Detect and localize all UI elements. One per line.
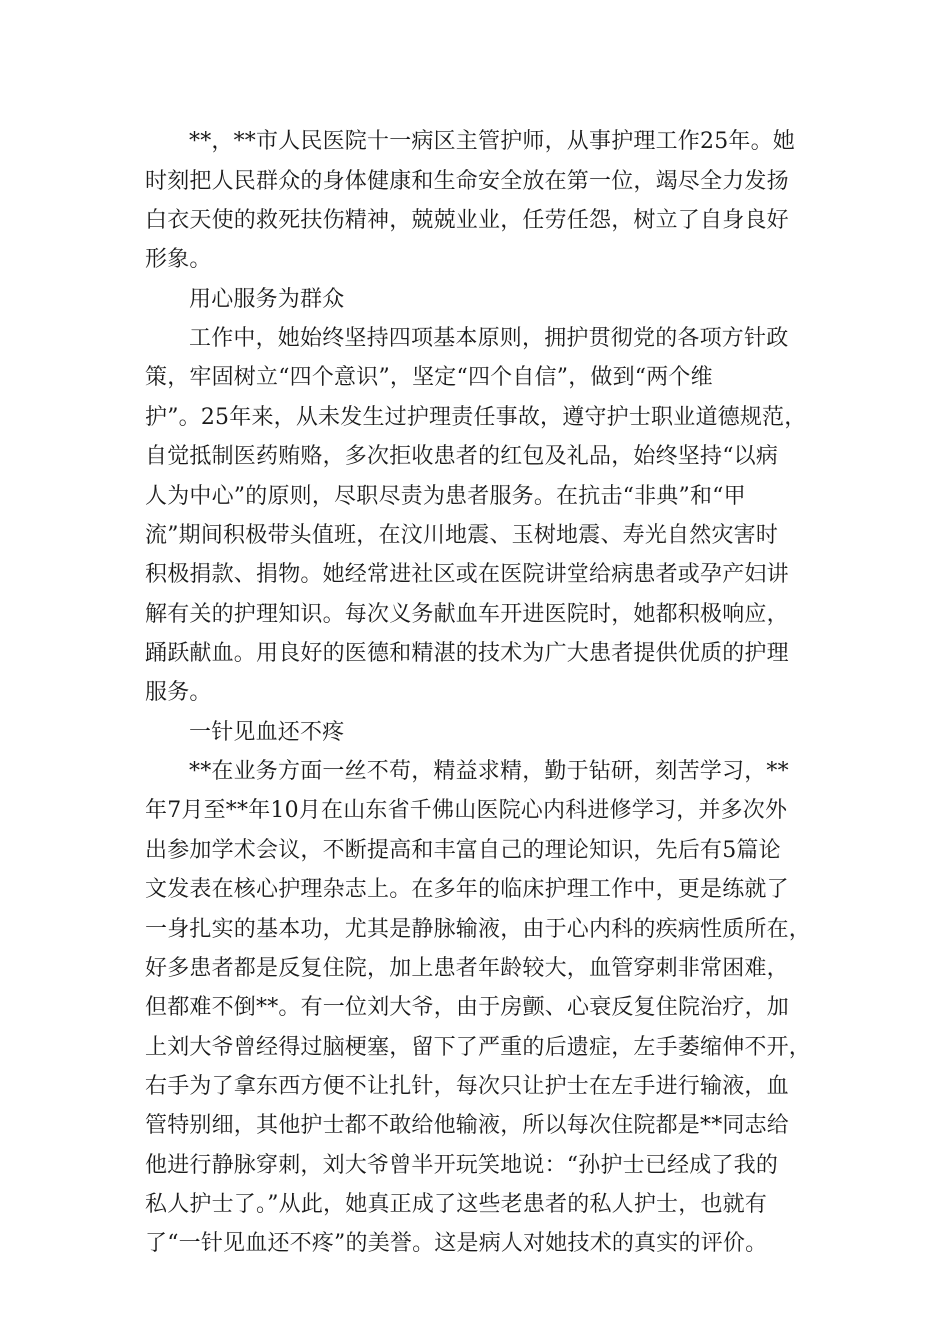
- paragraph-line: 白衣天使的救死扶伤精神，兢兢业业，任劳任怨，树立了自身良好: [145, 208, 789, 233]
- paragraph-line: 解有关的护理知识。每次义务献血车开进医院时，她都积极响应，: [145, 602, 789, 627]
- paragraph-line: 上刘大爷曾经得过脑梗塞，留下了严重的后遗症，左手萎缩伸不开，: [145, 1035, 812, 1060]
- paragraph-line: 自觉抵制医药贿赂，多次拒收患者的红包及礼品，始终坚持“以病: [145, 444, 779, 469]
- paragraph-line: 但都难不倒**。有一位刘大爷，由于房颤、心衰反复住院治疗，加: [145, 995, 790, 1020]
- paragraph-line: 工作中，她始终坚持四项基本原则，拥护贯彻党的各项方针政: [189, 326, 789, 351]
- section-heading: 一针见血还不疼: [189, 720, 345, 745]
- paragraph-line: 服务。: [145, 680, 212, 705]
- paragraph-line: 积极捐款、捐物。她经常进社区或在医院讲堂给病患者或孕产妇讲: [145, 562, 789, 587]
- paragraph-line: 踊跃献血。用良好的医德和精湛的技术为广大患者提供优质的护理: [145, 641, 789, 666]
- paragraph-line: 右手为了拿东西方便不让扎针，每次只让护士在左手进行输液，血: [145, 1074, 789, 1099]
- paragraph-line: 他进行静脉穿刺，刘大爷曾半开玩笑地说：“孙护士已经成了我的: [145, 1153, 779, 1178]
- paragraph-line: 了“一针见血还不疼”的美誉。这是病人对她技术的真实的评价。: [145, 1231, 768, 1256]
- paragraph-line: 年7月至**年10月在山东省千佛山医院心内科进修学习，并多次外: [145, 798, 788, 823]
- paragraph-line: 人为中心”的原则，尽职尽责为患者服务。在抗击“非典”和“甲: [145, 484, 746, 509]
- section-heading: 用心服务为群众: [189, 287, 345, 312]
- paragraph-line: 策，牢固树立“四个意识”，坚定“四个自信”，做到“两个维: [145, 365, 713, 390]
- paragraph-line: 私人护士了。”从此，她真正成了这些老患者的私人护士，也就有: [145, 1192, 768, 1217]
- paragraph-line: 时刻把人民群众的身体健康和生命安全放在第一位，竭尽全力发扬: [145, 169, 789, 194]
- paragraph-line: 好多患者都是反复住院，加上患者年龄较大，血管穿刺非常困难，: [145, 956, 789, 981]
- paragraph-line: 流”期间积极带头值班，在汶川地震、玉树地震、寿光自然灾害时: [145, 523, 779, 548]
- paragraph-line: 出参加学术会议，不断提高和丰富自己的理论知识，先后有5篇论: [145, 838, 781, 863]
- paragraph-line: 文发表在核心护理杂志上。在多年的临床护理工作中，更是练就了: [145, 877, 789, 902]
- paragraph-line: **，**市人民医院十一病区主管护师，从事护理工作25年。她: [189, 129, 795, 154]
- paragraph-line: 一身扎实的基本功，尤其是静脉输液，由于心内科的疾病性质所在，: [145, 917, 812, 942]
- paragraph-line: 管特别细，其他护士都不敢给他输液，所以每次住院都是**同志给: [145, 1113, 790, 1138]
- paragraph-line: 形象。: [145, 247, 212, 272]
- paragraph-line: 护”。25年来，从未发生过护理责任事故，遵守护士职业道德规范，: [145, 405, 807, 430]
- paragraph-line: **在业务方面一丝不苟，精益求精，勤于钻研，刻苦学习，**: [189, 759, 789, 784]
